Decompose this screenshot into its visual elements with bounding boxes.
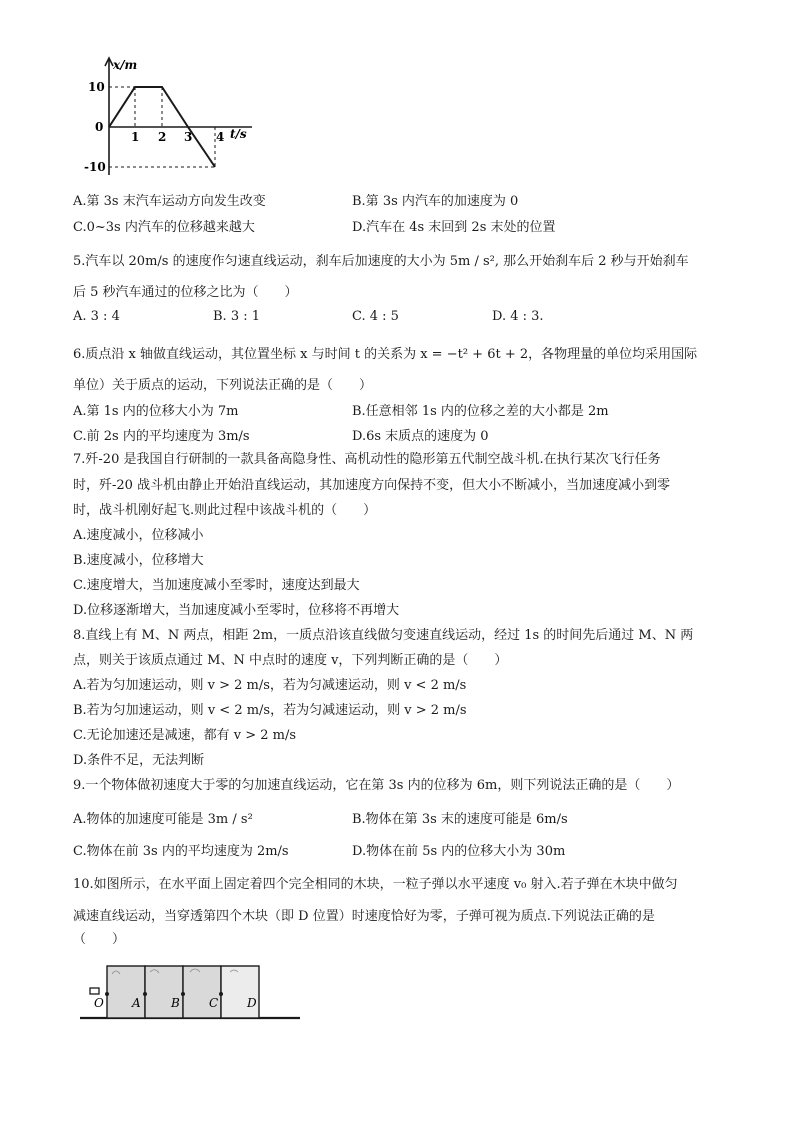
- point-label-c: C: [209, 996, 219, 1010]
- block-1: [107, 966, 145, 1018]
- q10-stem-line1: 10.如图所示，在水平面上固定着四个完全相同的木块，一粒子弹以水平速度 v₀ 射入.若子弹在木块中做匀: [73, 877, 678, 892]
- x-tick-3: 3: [184, 130, 193, 144]
- q10-stem-line2: 减速直线运动，当穿透第四个木块（即 D 位置）时速度恰好为零，子弹可视为质点.下列说法正确的是: [73, 909, 655, 924]
- q5-option-a: A. 3 : 4: [73, 309, 120, 324]
- q6-option-c: C.前 2s 内的平均速度为 3m/s: [73, 429, 250, 444]
- q9-stem-line1: 9.一个物体做初速度大于零的匀加速直线运动，它在第 3s 内的位移为 6m，则下列说法正确的是（ ）: [73, 778, 680, 793]
- block-2: [145, 966, 183, 1018]
- q7-stem-line1: 7.歼-20 是我国自行研制的一款具备高隐身性、高机动性的隐形第五代制空战斗机.在执行某次飞行任务: [73, 452, 661, 467]
- y-tick-neg10: -10: [84, 160, 106, 174]
- point-label-a: A: [132, 996, 141, 1010]
- q8-option-b: B.若为匀加速运动，则 v < 2 m/s，若为匀减速运动，则 v > 2 m/s: [73, 703, 467, 718]
- x-tick-2: 2: [158, 130, 167, 144]
- q8-option-d: D.条件不足，无法判断: [73, 753, 205, 768]
- q9-option-a: A.物体的加速度可能是 3m / s²: [73, 812, 253, 827]
- q4-option-d: D.汽车在 4s 末回到 2s 末处的位置: [352, 220, 556, 235]
- q9-option-d: D.物体在前 5s 内的位移大小为 30m: [352, 844, 566, 859]
- q9-option-b: B.物体在第 3s 末的速度可能是 6m/s: [352, 812, 568, 827]
- q5-option-c: C. 4 : 5: [352, 309, 399, 324]
- q6-stem-line2: 单位）关于质点的运动，下列说法正确的是（ ）: [73, 378, 373, 393]
- q8-stem-line2: 点，则关于该质点通过 M、N 中点时的速度 v，下列判断正确的是（ ）: [73, 653, 508, 668]
- block-3: [183, 966, 221, 1018]
- q7-option-c: C.速度增大，当加速度减小至零时，速度达到最大: [73, 578, 360, 593]
- q5-stem-line2: 后 5 秒汽车通过的位移之比为（ ）: [73, 285, 298, 300]
- y-axis-label: x/m: [113, 58, 138, 72]
- q10-stem-line3: （ ）: [73, 932, 126, 947]
- q6-option-a: A.第 1s 内的位移大小为 7m: [73, 404, 239, 419]
- q8-option-a: A.若为匀加速运动，则 v > 2 m/s，若为匀减速运动，则 v < 2 m/s: [73, 678, 467, 693]
- y-tick-0: 0: [95, 120, 104, 134]
- block-4: [221, 966, 259, 1018]
- x-tick-4: 4: [216, 130, 225, 144]
- q4-option-b: B.第 3s 内汽车的加速度为 0: [352, 194, 519, 209]
- x-axis-label: t/s: [230, 127, 247, 141]
- wooden-blocks-figure: [80, 960, 305, 1025]
- q8-option-c: C.无论加速还是减速，都有 v > 2 m/s: [73, 728, 297, 743]
- q6-option-b: B.任意相邻 1s 内的位移之差的大小都是 2m: [352, 404, 609, 419]
- q5-option-b: B. 3 : 1: [213, 309, 261, 324]
- q4-option-a: A.第 3s 末汽车运动方向发生改变: [73, 194, 266, 209]
- point-label-o: O: [94, 996, 104, 1010]
- q7-option-b: B.速度减小，位移增大: [73, 553, 204, 568]
- position-time-graph: [80, 55, 260, 180]
- q8-stem-line1: 8.直线上有 M、N 两点，相距 2m，一质点沿该直线做匀变速直线运动，经过 1s 的时间先后通过 M、N 两: [73, 628, 694, 643]
- q5-option-d: D. 4 : 3.: [492, 309, 544, 324]
- q9-option-c: C.物体在前 3s 内的平均速度为 2m/s: [73, 844, 289, 859]
- q5-stem-line1: 5.汽车以 20m/s 的速度作匀速直线运动，刹车后加速度的大小为 5m / s², 那么开始刹车后 2 秒与开始刹车: [73, 254, 689, 269]
- q7-option-d: D.位移逐渐增大，当加速度减小至零时，位移将不再增大: [73, 603, 400, 618]
- point-label-b: B: [171, 996, 180, 1010]
- q7-stem-line3: 时，战斗机刚好起飞.则此过程中该战斗机的（ ）: [73, 503, 377, 518]
- y-tick-10: 10: [88, 80, 105, 94]
- q4-option-c: C.0~3s 内汽车的位移越来越大: [73, 220, 255, 235]
- q6-stem-line1: 6.质点沿 x 轴做直线运动，其位置坐标 x 与时间 t 的关系为 x = −t² + 6t + 2，各物理量的单位均采用国际: [73, 347, 698, 362]
- point-label-d: D: [247, 996, 257, 1010]
- x-tick-1: 1: [131, 130, 140, 144]
- q7-option-a: A.速度减小，位移减小: [73, 528, 204, 543]
- bullet: [90, 988, 99, 994]
- q7-stem-line2: 时，歼-20 战斗机由静止开始沿直线运动，其加速度方向保持不变，但大小不断减小，当加速度减小到零: [73, 478, 671, 493]
- q6-option-d: D.6s 末质点的速度为 0: [352, 429, 489, 444]
